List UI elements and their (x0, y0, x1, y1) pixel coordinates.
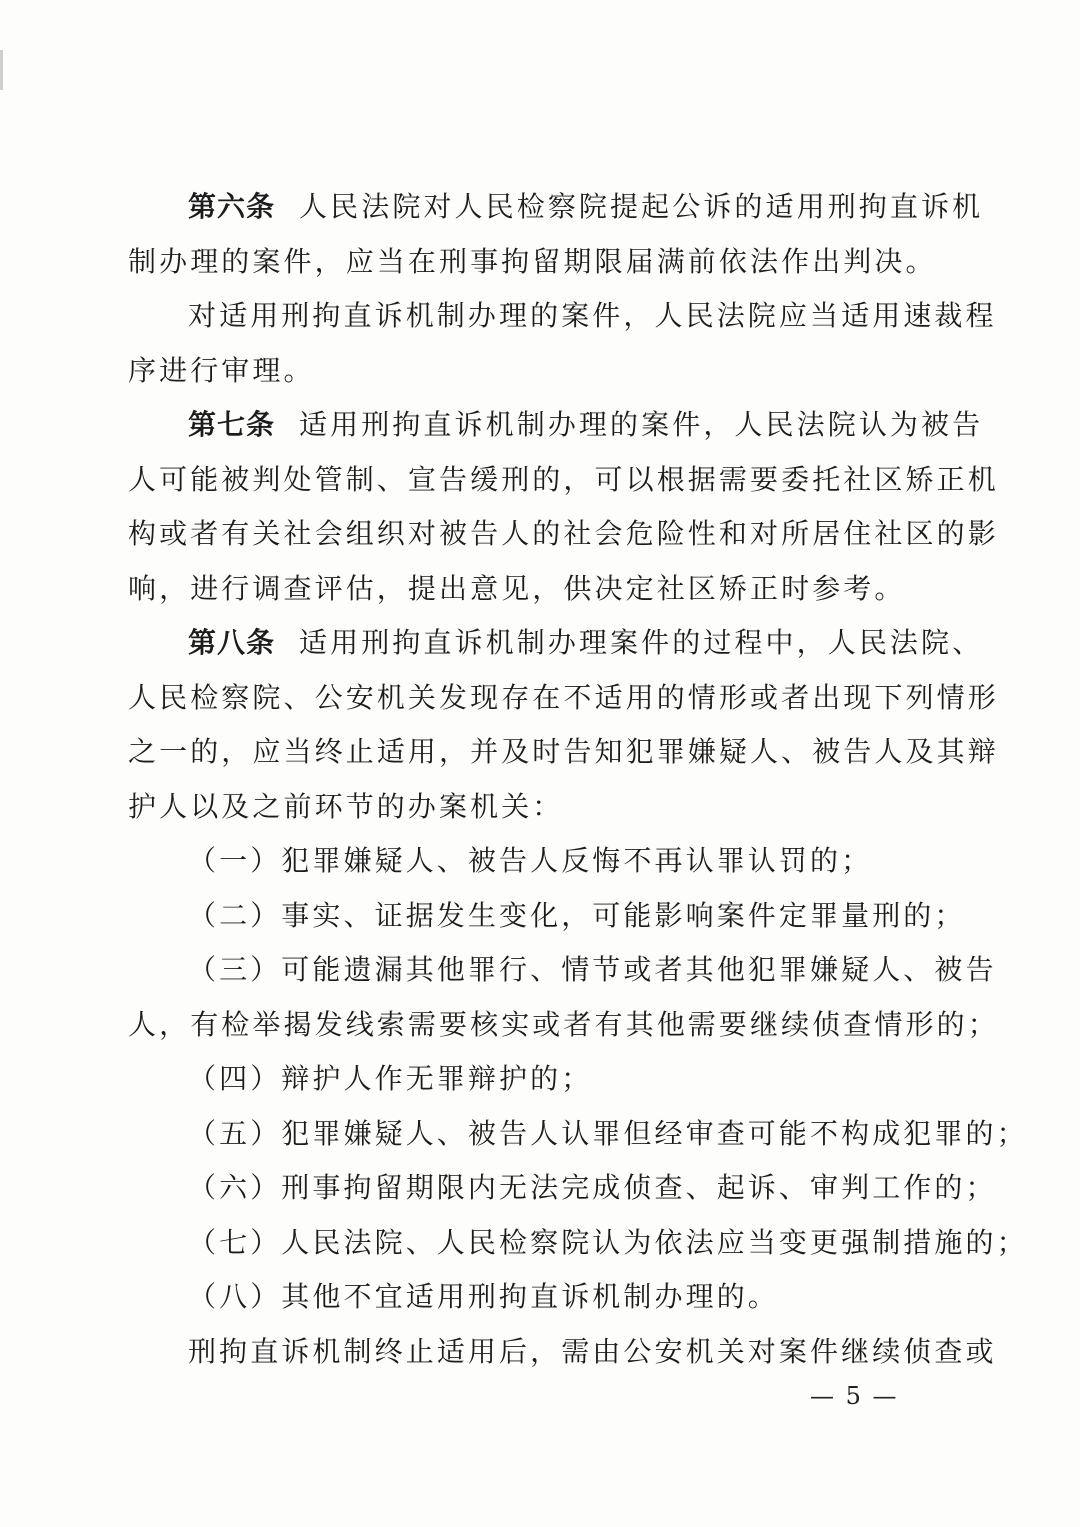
article-6-para2-line-2: 序进行审理。 (128, 353, 315, 387)
article-8-closing: 刑拘直诉机制终止适用后，需由公安机关对案件继续侦查或 (188, 1334, 997, 1368)
article-8-item-1: （一）犯罪嫌疑人、被告人反悔不再认罪认罚的； (188, 844, 873, 877)
article-6-para2-line-1: 对适用刑拘直诉机制办理的案件，人民法院应当适用速裁程 (188, 299, 997, 332)
article-7-line-2: 人可能被判处管制、宣告缓刑的，可以根据需要委托社区矫正机 (128, 462, 999, 496)
article-8-text: 适用刑拘直诉机制办理案件的过程中，人民法院、 (299, 626, 984, 659)
article-7-label: 第七条 (188, 408, 276, 441)
article-6-text: 人民法院对人民检察院提起公诉的适用刑拘直诉机 (299, 190, 984, 223)
article-8-item-4: （四）辩护人作无罪辩护的； (188, 1062, 593, 1095)
article-8-item-3-line-2: 人，有检举揭发线索需要核实或者有其他需要继续侦查情形的； (128, 1007, 999, 1041)
article-6-line-1 (128, 180, 984, 235)
article-8-label: 第八条 (188, 626, 276, 659)
article-7-line-4: 响，进行调查评估，提出意见，供决定社区矫正时参考。 (128, 571, 906, 605)
article-8-item-7: （七）人民法院、人民检察院认为依法应当变更强制措施的； (188, 1225, 1028, 1259)
article-8-item-3-line-1: （三）可能遗漏其他罪行、情节或者其他犯罪嫌疑人、被告 (188, 953, 997, 986)
article-7-text: 适用刑拘直诉机制办理的案件，人民法院认为被告 (299, 408, 984, 441)
article-8-line-4: 护人以及之前环节的办案机关： (128, 789, 564, 823)
article-8-line-3: 之一的，应当终止适用，并及时告知犯罪嫌疑人、被告人及其辩 (128, 735, 999, 768)
article-8-line-2: 人民检察院、公安机关发现存在不适用的情形或者出现下列情形 (128, 680, 999, 714)
article-6-label: 第六条 (188, 190, 276, 223)
article-8-item-8: （八）其他不宜适用刑拘直诉机制办理的。 (188, 1280, 779, 1313)
article-8-item-6: （六）刑事拘留期限内无法完成侦查、起诉、审判工作的； (188, 1171, 997, 1204)
document-body (128, 180, 1028, 1379)
article-8-line-1 (128, 616, 984, 671)
article-7-line-1 (128, 398, 984, 453)
article-8-item-2: （二）事实、证据发生变化，可能影响案件定罪量刑的； (188, 898, 966, 932)
article-8-item-5: （五）犯罪嫌疑人、被告人认罪但经审查可能不构成犯罪的； (188, 1116, 1028, 1150)
page-number: — 5 — (810, 1382, 899, 1410)
article-6-line-2: 制办理的案件，应当在刑事拘留期限届满前依法作出判决。 (128, 244, 937, 278)
scan-edge-mark (0, 50, 3, 90)
article-7-line-3: 构或者有关社会组织对被告人的社会危险性和对所居住社区的影 (128, 517, 999, 550)
